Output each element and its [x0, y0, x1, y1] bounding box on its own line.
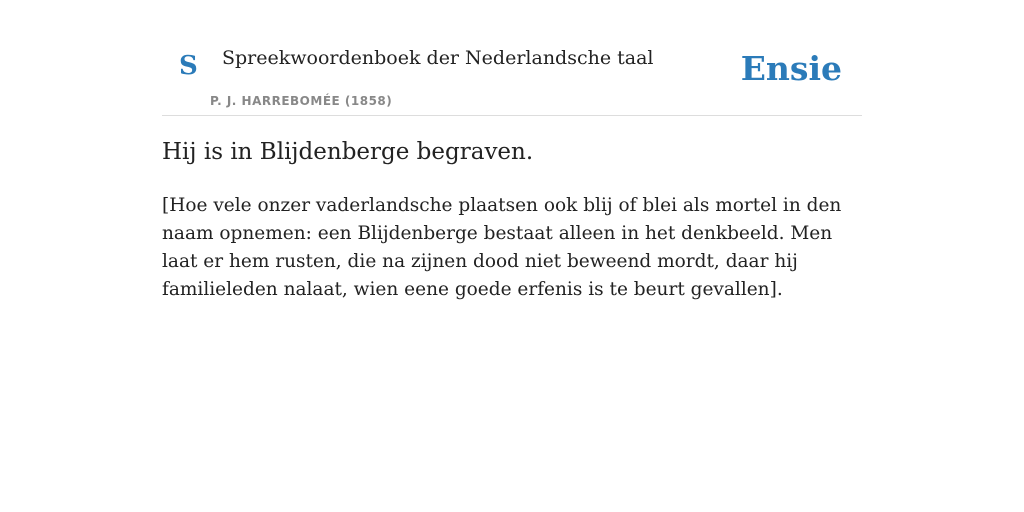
entry-body: [Hoe vele onzer vaderlandsche plaatsen ook blij of blei als mortel in den naam opnemen: een Blijdenberge bestaat alleen in het denkbeeld. Men laat er hem rusten, die na zijnen dood niet beweend mordt, daar hij familieleden nalaat, wien eene goede erfenis is te beurt gevallen].	[162, 195, 842, 300]
dictionary-badge-letter[interactable]: S	[179, 51, 198, 81]
entry-title: Hij is in Blijdenberge begraven.	[162, 139, 534, 165]
dictionary-header	[162, 40, 862, 116]
dictionary-author: P. J. HARREBOMÉE (1858)	[210, 94, 393, 108]
dictionary-title[interactable]: Spreekwoordenboek der Nederlandsche taal	[222, 47, 654, 69]
ensie-logo-link[interactable]: Ensie	[740, 49, 842, 88]
